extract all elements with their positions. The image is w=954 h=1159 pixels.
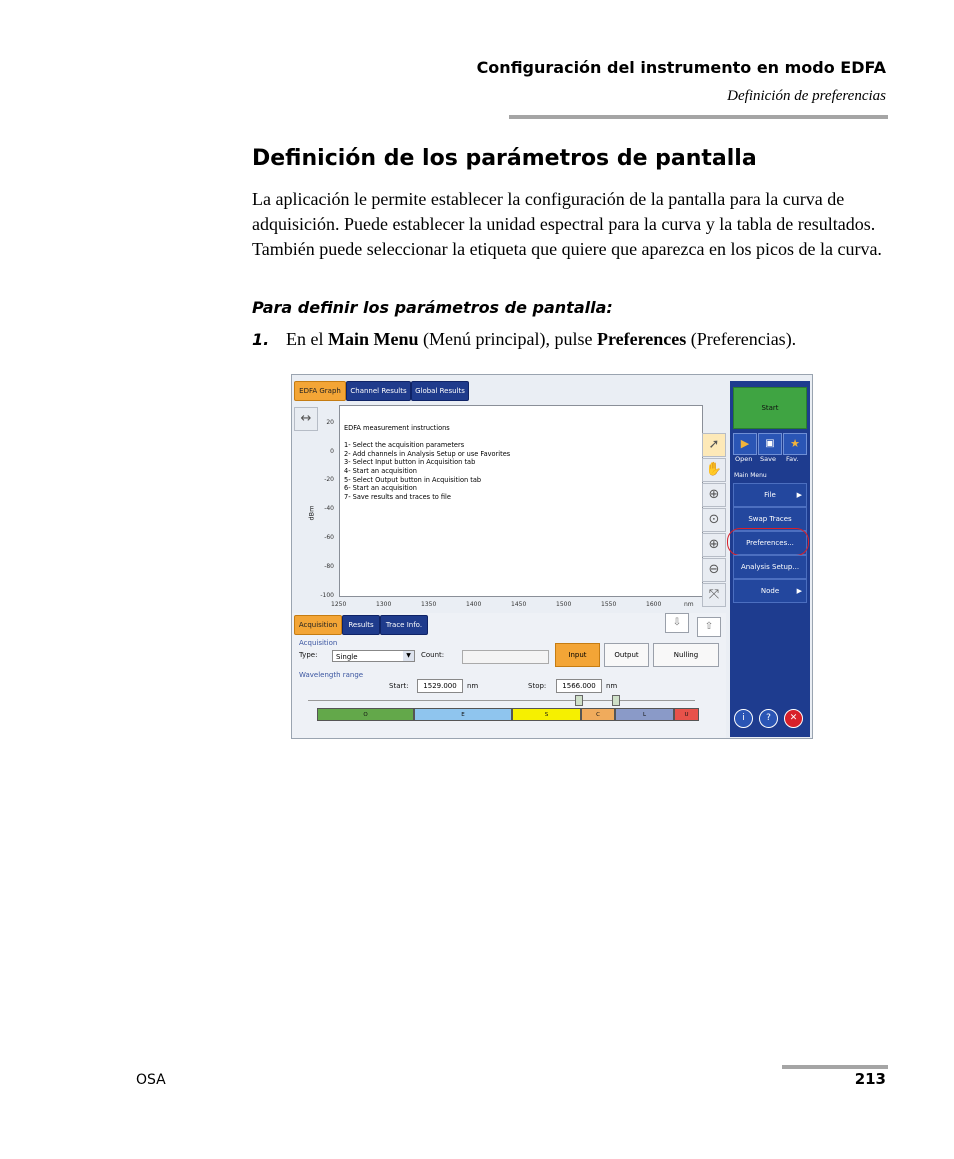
open-folder-icon[interactable]: ▶	[733, 433, 757, 455]
x-tick: 1400	[466, 601, 482, 608]
menu-swap-traces[interactable]: Swap Traces	[733, 507, 807, 531]
footer-rule	[782, 1065, 888, 1069]
header-rule	[509, 115, 888, 119]
menu-analysis-setup[interactable]: Analysis Setup...	[733, 555, 807, 579]
y-tick: 0	[330, 448, 334, 455]
main-menu-label: Main Menu	[734, 472, 767, 479]
start-wavelength-input[interactable]: 1529.000	[417, 679, 463, 693]
x-axis-unit: nm	[684, 601, 694, 608]
step-text-1: En el	[286, 329, 328, 349]
tab-edfa-graph[interactable]: EDFA Graph	[294, 381, 346, 401]
save-label: Save	[760, 455, 776, 463]
type-label: Type:	[299, 651, 318, 659]
menu-file[interactable]	[733, 483, 807, 507]
help-icon[interactable]: ?	[759, 709, 778, 728]
start-button[interactable]: Start	[733, 387, 807, 429]
acquisition-panel	[292, 613, 726, 738]
page-heading: Definición de los parámetros de pantalla	[252, 146, 757, 171]
input-button[interactable]: Input	[555, 643, 600, 667]
full-view-icon[interactable]: ⤧	[702, 583, 726, 607]
chapter-title: Configuración del instrumento en modo EDFA	[476, 58, 886, 77]
count-input[interactable]	[462, 650, 549, 664]
info-icon[interactable]: i	[734, 709, 753, 728]
intro-paragraph: La aplicación le permite establecer la configuración de la pantalla para la curva de adquisición. Puede establecer la unidad espectral para la curva y la tabla de resultados. También puede seleccionar la etiqueta que quiere que aparezca en los picos de la curva.	[252, 189, 882, 259]
x-tick: 1550	[601, 601, 617, 608]
step-text-2: (Menú principal), pulse	[418, 329, 597, 349]
open-label: Open	[735, 455, 753, 463]
count-label: Count:	[421, 651, 445, 659]
tab-channel-results[interactable]: Channel Results	[346, 381, 411, 401]
step-main-menu: Main Menu	[328, 329, 419, 349]
x-tick: 1500	[556, 601, 572, 608]
close-icon[interactable]: ✕	[784, 709, 803, 728]
footer-product: OSA	[136, 1072, 166, 1088]
x-tick: 1250	[331, 601, 347, 608]
menu-preferences[interactable]: Preferences...	[733, 531, 807, 555]
band-l: L	[615, 708, 674, 721]
band-u: U	[674, 708, 699, 721]
zoom-icon[interactable]: ⊙	[702, 508, 726, 532]
stop-wavelength-input[interactable]: 1566.000	[556, 679, 602, 693]
x-tick: 1350	[421, 601, 437, 608]
trace-graph[interactable]	[339, 405, 703, 597]
menu-file-label: File	[764, 491, 776, 499]
tab-global-results[interactable]: Global Results	[411, 381, 469, 401]
chevron-right-icon: ▶	[796, 587, 802, 595]
tab-acquisition[interactable]: Acquisition	[294, 615, 342, 635]
acquisition-group-label: Acquisition	[299, 639, 338, 647]
favorite-star-icon[interactable]: ★	[783, 433, 807, 455]
stop-unit: nm	[606, 682, 618, 690]
slider-handle-start[interactable]	[575, 695, 583, 706]
type-value: Single	[336, 653, 358, 661]
procedure-title: Para definir los parámetros de pantalla:	[252, 298, 613, 317]
band-s: S	[512, 708, 581, 721]
y-tick: -100	[320, 592, 334, 599]
x-tick: 1600	[646, 601, 662, 608]
tab-results[interactable]: Results	[342, 615, 380, 635]
measurement-instructions: EDFA measurement instructions 1- Select the acquisition parameters 2- Add channels in Analysis Setup or use Favorites 3- Select Input button in Acquisition tab 4- Start an acquisition 5- Select Output button in Acquisition tab 6- Start an acquisition 7- Save results and traces to file	[344, 424, 511, 501]
y-tick: -20	[324, 476, 334, 483]
y-tick: 20	[326, 419, 334, 426]
y-tick: -40	[324, 505, 334, 512]
y-axis-label: dBm	[307, 505, 316, 521]
arrow-up-icon[interactable]: ⇧	[697, 617, 721, 637]
menu-node[interactable]	[733, 579, 807, 603]
menu-node-label: Node	[760, 587, 780, 595]
start-label: Start:	[389, 682, 409, 690]
chevron-down-icon: ▼	[403, 651, 414, 661]
save-disk-icon[interactable]: ▣	[758, 433, 782, 455]
page-number: 213	[854, 1070, 886, 1088]
app-screenshot	[291, 374, 813, 739]
pan-hand-icon[interactable]: ✋	[702, 458, 726, 482]
y-tick: -60	[324, 534, 334, 541]
x-tick: 1450	[511, 601, 527, 608]
type-select[interactable]	[332, 650, 415, 662]
step-number: 1.	[252, 330, 270, 349]
step-preferences: Preferences	[596, 329, 687, 349]
zoom-in-icon[interactable]: ⊕	[702, 533, 726, 557]
wavelength-group-label: Wavelength range	[299, 671, 364, 679]
wavelength-slider-track[interactable]	[308, 700, 695, 701]
y-tick: -80	[324, 563, 334, 570]
step-text-3: (Preferencias).	[686, 329, 797, 349]
section-title: Definición de preferencias	[727, 88, 886, 104]
fav-label: Fav.	[786, 455, 799, 463]
start-unit: nm	[467, 682, 479, 690]
zoom-out-icon[interactable]: ⊖	[702, 558, 726, 582]
tab-trace-info[interactable]: Trace Info.	[380, 615, 428, 635]
arrow-down-icon[interactable]: ⇩	[665, 613, 689, 633]
band-e: E	[414, 708, 512, 721]
right-panel	[730, 381, 810, 737]
step-text	[286, 329, 796, 350]
slider-handle-stop[interactable]	[612, 695, 620, 706]
pointer-icon[interactable]: ➚	[702, 433, 726, 457]
band-c: C	[581, 708, 615, 721]
x-tick: 1300	[376, 601, 392, 608]
highlight-circle	[727, 528, 809, 556]
output-button[interactable]: Output	[604, 643, 649, 667]
zoom-fit-icon[interactable]: ↔	[294, 407, 318, 431]
zoom-area-icon[interactable]: ⊕	[702, 483, 726, 507]
stop-label: Stop:	[528, 682, 547, 690]
nulling-button[interactable]: Nulling	[653, 643, 719, 667]
chevron-right-icon: ▶	[796, 491, 802, 499]
band-o: O	[317, 708, 414, 721]
